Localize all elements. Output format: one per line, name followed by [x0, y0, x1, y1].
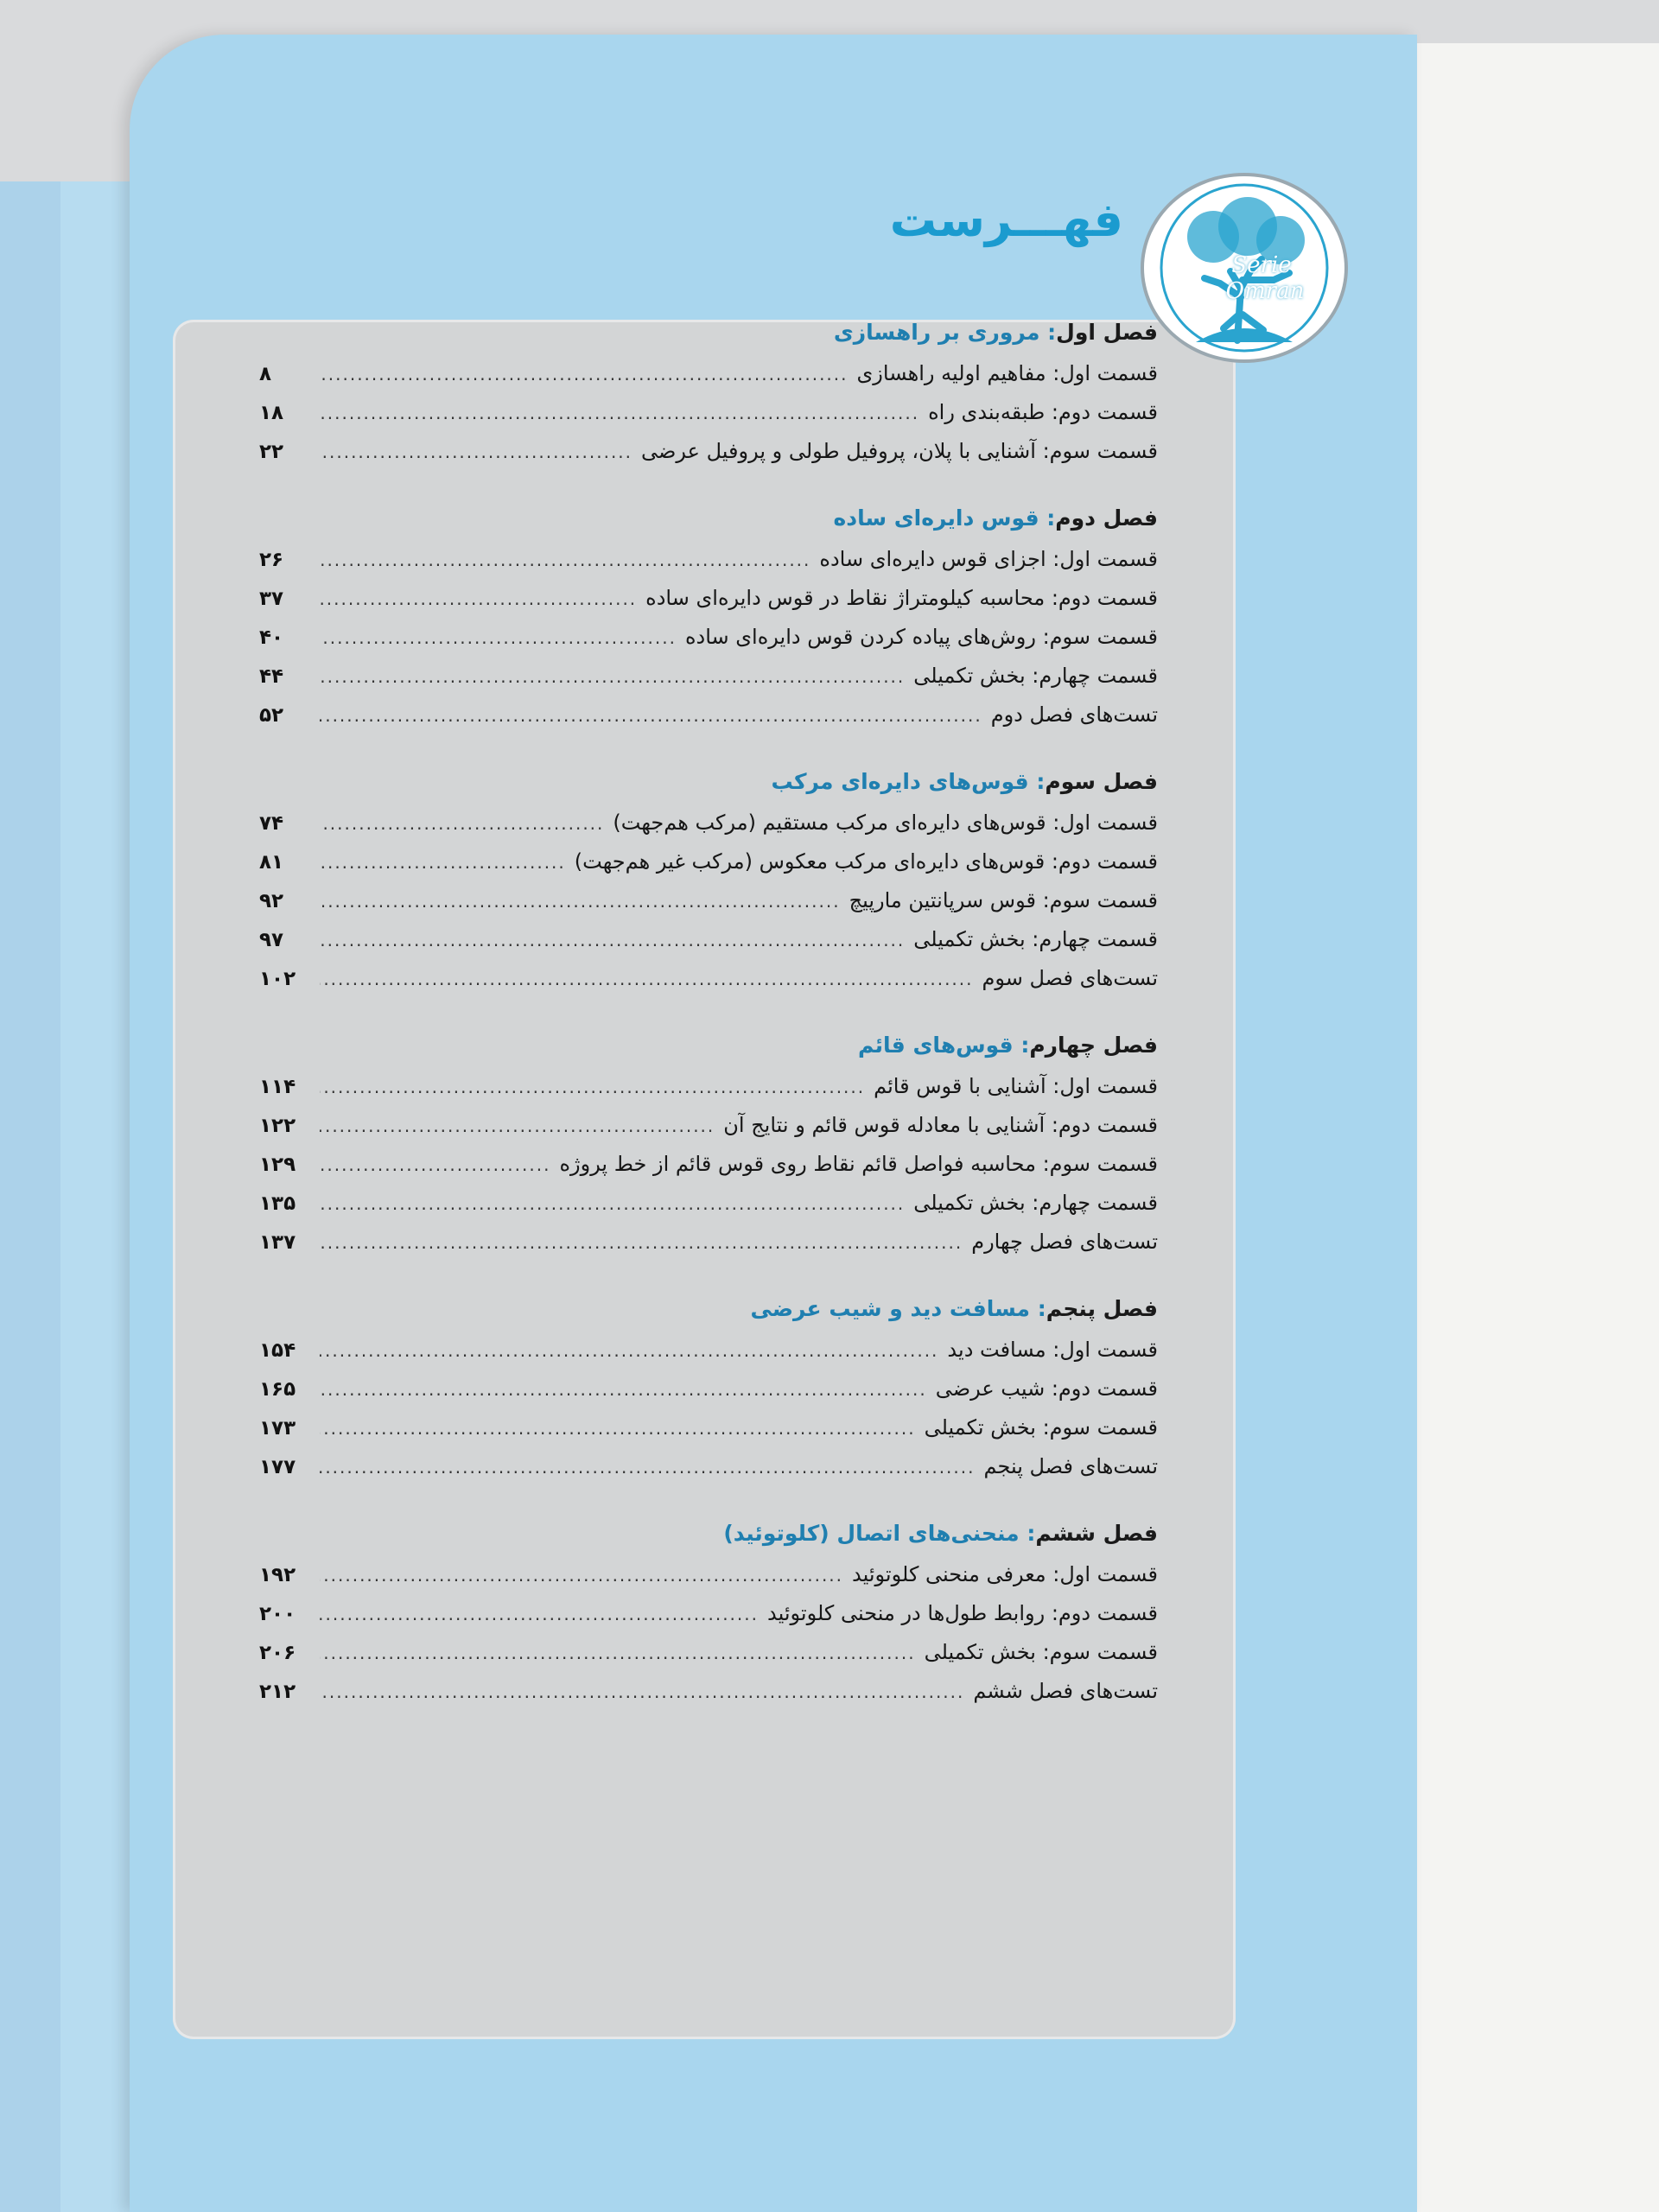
- toc-page-number: ۱۰۲: [259, 968, 296, 990]
- toc-page-number: ۱۲۹: [259, 1154, 296, 1176]
- toc-entry: [259, 618, 1158, 657]
- dot-leader: [320, 1634, 916, 1673]
- toc-entry: [259, 804, 1158, 842]
- chapter-section: [259, 1287, 1158, 1486]
- toc-entry-title: تست‌های فصل سوم: [982, 966, 1158, 990]
- dot-leader: [320, 921, 905, 960]
- dot-leader: [320, 658, 905, 696]
- toc-entry: [259, 1672, 1158, 1711]
- chapter-title: قوس‌های دایره‌ای مرکب: [771, 769, 1029, 794]
- toc-page-number: ۱۷۷: [259, 1456, 296, 1478]
- toc-page-number: ۴۴: [259, 665, 284, 688]
- toc-entry: [259, 842, 1158, 881]
- dot-leader: [320, 804, 604, 843]
- toc-entry: [259, 959, 1158, 998]
- toc-page-number: ۸: [259, 363, 272, 385]
- toc-entry-title: قسمت چهارم: بخش تکمیلی: [913, 927, 1158, 951]
- chapter-label: فصل ششم: [1035, 1521, 1158, 1546]
- toc-entry: [259, 1633, 1158, 1672]
- toc-page-number: ۴۰: [259, 626, 284, 649]
- chapter-separator: :: [1039, 320, 1057, 345]
- chapter-section: [259, 1024, 1158, 1262]
- chapter-heading: [259, 760, 1158, 804]
- chapter-separator: :: [1028, 769, 1046, 794]
- toc-page-number: ۸۱: [259, 851, 284, 874]
- toc-page-number: ۱۳۷: [259, 1231, 296, 1254]
- chapter-title: منحنی‌های اتصال (کلوتوئید): [723, 1521, 1020, 1546]
- toc-entry-title: قسمت سوم: محاسبه فواصل قائم نقاط روی قوس قائم از خط پروژه: [559, 1152, 1158, 1176]
- toc-entry: [259, 1067, 1158, 1106]
- toc-entry-title: تست‌های فصل پنجم: [983, 1454, 1158, 1478]
- toc-page-number: ۵۲: [259, 704, 284, 727]
- chapter-section: [259, 760, 1158, 998]
- toc-entry: [259, 1408, 1158, 1447]
- dot-leader: [320, 696, 982, 735]
- chapter-separator: :: [1030, 1296, 1046, 1321]
- chapter-title: مسافت دید و شیب عرضی: [750, 1296, 1031, 1321]
- toc-page-number: ۲۱۲: [259, 1681, 296, 1703]
- chapter-separator: :: [1039, 505, 1056, 531]
- toc-entry: [259, 1145, 1158, 1184]
- toc-page-number: ۱۲۲: [259, 1115, 296, 1137]
- toc-entry-title: قسمت اول: قوس‌های دایره‌ای مرکب مستقیم (مرکب هم‌جهت): [613, 810, 1158, 835]
- toc-page-number: ۷۴: [259, 812, 284, 835]
- chapter-section: [259, 311, 1158, 471]
- toc-entry-title: قسمت اول: مسافت دید: [947, 1338, 1158, 1362]
- dot-leader: [320, 1224, 963, 1262]
- toc-entry-title: قسمت دوم: آشنایی با معادله قوس قائم و نتایج آن: [723, 1113, 1158, 1137]
- toc-entry-title: قسمت سوم: آشنایی با پلان، پروفیل طولی و پروفیل عرضی: [641, 439, 1158, 463]
- toc-entry-title: قسمت سوم: قوس سرپانتین مارپیچ: [849, 888, 1158, 912]
- dot-leader: [320, 394, 919, 433]
- toc-entry: [259, 920, 1158, 959]
- toc-entry-title: قسمت دوم: قوس‌های دایره‌ای مرکب معکوس (مرکب غیر هم‌جهت): [574, 849, 1158, 874]
- serie-omran-logo: [1141, 173, 1348, 363]
- chapter-label: فصل چهارم: [1029, 1033, 1158, 1058]
- toc-page-number: ۱۵۴: [259, 1339, 296, 1362]
- toc-entry: [259, 579, 1158, 618]
- toc-entry-title: قسمت دوم: محاسبه کیلومتراژ نقاط در قوس دایره‌ای ساده: [645, 586, 1158, 610]
- toc-page-number: ۱۶۵: [259, 1378, 296, 1401]
- toc-entry-title: تست‌های فصل ششم: [973, 1679, 1158, 1703]
- toc-entry-title: تست‌های فصل چهارم: [971, 1230, 1158, 1254]
- toc-entry: [259, 657, 1158, 696]
- dot-leader: [320, 1332, 938, 1370]
- chapter-label: فصل دوم: [1055, 505, 1158, 531]
- toc-entry-title: قسمت سوم: بخش تکمیلی: [924, 1640, 1158, 1664]
- toc-entry: [259, 696, 1158, 734]
- toc-page-number: ۲۶: [259, 549, 284, 571]
- toc-page-number: ۲۲: [259, 441, 284, 463]
- chapter-section: [259, 1512, 1158, 1711]
- chapter-heading: [259, 1024, 1158, 1067]
- dot-leader: [320, 541, 810, 580]
- toc-entry-title: قسمت چهارم: بخش تکمیلی: [913, 1191, 1158, 1215]
- chapter-separator: :: [1013, 1033, 1030, 1058]
- dot-leader: [320, 580, 637, 619]
- dot-leader: [320, 1185, 905, 1224]
- chapter-section: [259, 497, 1158, 734]
- toc-entry: [259, 1106, 1158, 1145]
- toc-page-number: ۱۳۵: [259, 1192, 296, 1215]
- toc-entry-title: قسمت اول: اجزای قوس دایره‌ای ساده: [819, 547, 1158, 571]
- dot-leader: [320, 843, 566, 882]
- dot-leader: [320, 1409, 916, 1448]
- toc-entry-title: قسمت دوم: روابط طول‌ها در منحنی کلوتوئید: [766, 1601, 1158, 1625]
- chapter-heading: [259, 1287, 1158, 1331]
- toc-entry-title: قسمت دوم: طبقه‌بندی راه: [928, 400, 1158, 424]
- toc-page-number: ۹۷: [259, 929, 284, 951]
- chapter-label: فصل پنجم: [1046, 1296, 1158, 1321]
- toc-entry-title: قسمت چهارم: بخش تکمیلی: [913, 664, 1158, 688]
- dot-leader: [320, 1595, 759, 1634]
- toc-page-number: ۱۸: [259, 402, 284, 424]
- dot-leader: [320, 1370, 927, 1409]
- chapter-label: فصل اول: [1056, 320, 1158, 345]
- toc-entry: [259, 354, 1158, 393]
- toc-entry: [259, 1555, 1158, 1594]
- toc-entry: [259, 432, 1158, 471]
- toc-entry: [259, 1184, 1158, 1223]
- dot-leader: [320, 355, 849, 394]
- chapter-title: قوس دایره‌ای ساده: [833, 505, 1039, 531]
- toc-page-number: ۹۲: [259, 890, 284, 912]
- toc-entry: [259, 540, 1158, 579]
- toc-entry: [259, 1594, 1158, 1633]
- toc-entry-title: قسمت دوم: شیب عرضی: [935, 1376, 1158, 1401]
- toc-entry-title: قسمت اول: معرفی منحنی کلوتوئید: [852, 1562, 1158, 1586]
- dot-leader: [320, 1146, 550, 1185]
- dot-leader: [320, 1107, 715, 1146]
- logo-text-omran: Omran: [1225, 278, 1305, 304]
- toc-entry: [259, 1447, 1158, 1486]
- logo-text-serie: Serie: [1231, 252, 1292, 278]
- dot-leader: [320, 882, 841, 921]
- dot-leader: [320, 960, 974, 999]
- toc-entry: [259, 1370, 1158, 1408]
- toc-page-number: ۳۷: [259, 588, 284, 610]
- toc-entry-title: قسمت اول: مفاهیم اولیه راهسازی: [856, 361, 1158, 385]
- chapter-separator: :: [1019, 1521, 1036, 1546]
- table-of-contents: [259, 311, 1158, 1996]
- toc-entry: [259, 393, 1158, 432]
- chapter-title: قوس‌های قائم: [858, 1033, 1014, 1058]
- chapter-heading: [259, 1512, 1158, 1555]
- toc-entry: [259, 1223, 1158, 1262]
- chapter-heading: [259, 311, 1158, 354]
- toc-page-number: ۱۹۲: [259, 1564, 296, 1586]
- toc-page-number: ۱۷۳: [259, 1417, 296, 1440]
- toc-entry: [259, 1331, 1158, 1370]
- toc-entry-title: قسمت اول: آشنایی با قوس قائم: [874, 1074, 1158, 1098]
- dot-leader: [320, 1448, 975, 1487]
- toc-page-number: ۲۰۶: [259, 1642, 296, 1664]
- toc-entry: [259, 881, 1158, 920]
- dot-leader: [320, 619, 677, 658]
- chapter-title: مروری بر راهسازی: [833, 320, 1040, 345]
- dot-leader: [320, 1556, 843, 1595]
- toc-entry-title: تست‌های فصل دوم: [990, 702, 1158, 727]
- toc-entry-title: قسمت سوم: روش‌های پیاده کردن قوس دایره‌ای ساده: [684, 625, 1158, 649]
- dot-leader: [320, 1673, 964, 1712]
- page-title: فهـــرست: [889, 193, 1123, 247]
- toc-page-number: ۱۱۴: [259, 1076, 296, 1098]
- toc-page-number: ۲۰۰: [259, 1603, 296, 1625]
- toc-entry-title: قسمت سوم: بخش تکمیلی: [924, 1415, 1158, 1440]
- dot-leader: [320, 433, 632, 472]
- chapter-heading: [259, 497, 1158, 540]
- chapter-label: فصل سوم: [1045, 769, 1158, 794]
- dot-leader: [320, 1068, 865, 1107]
